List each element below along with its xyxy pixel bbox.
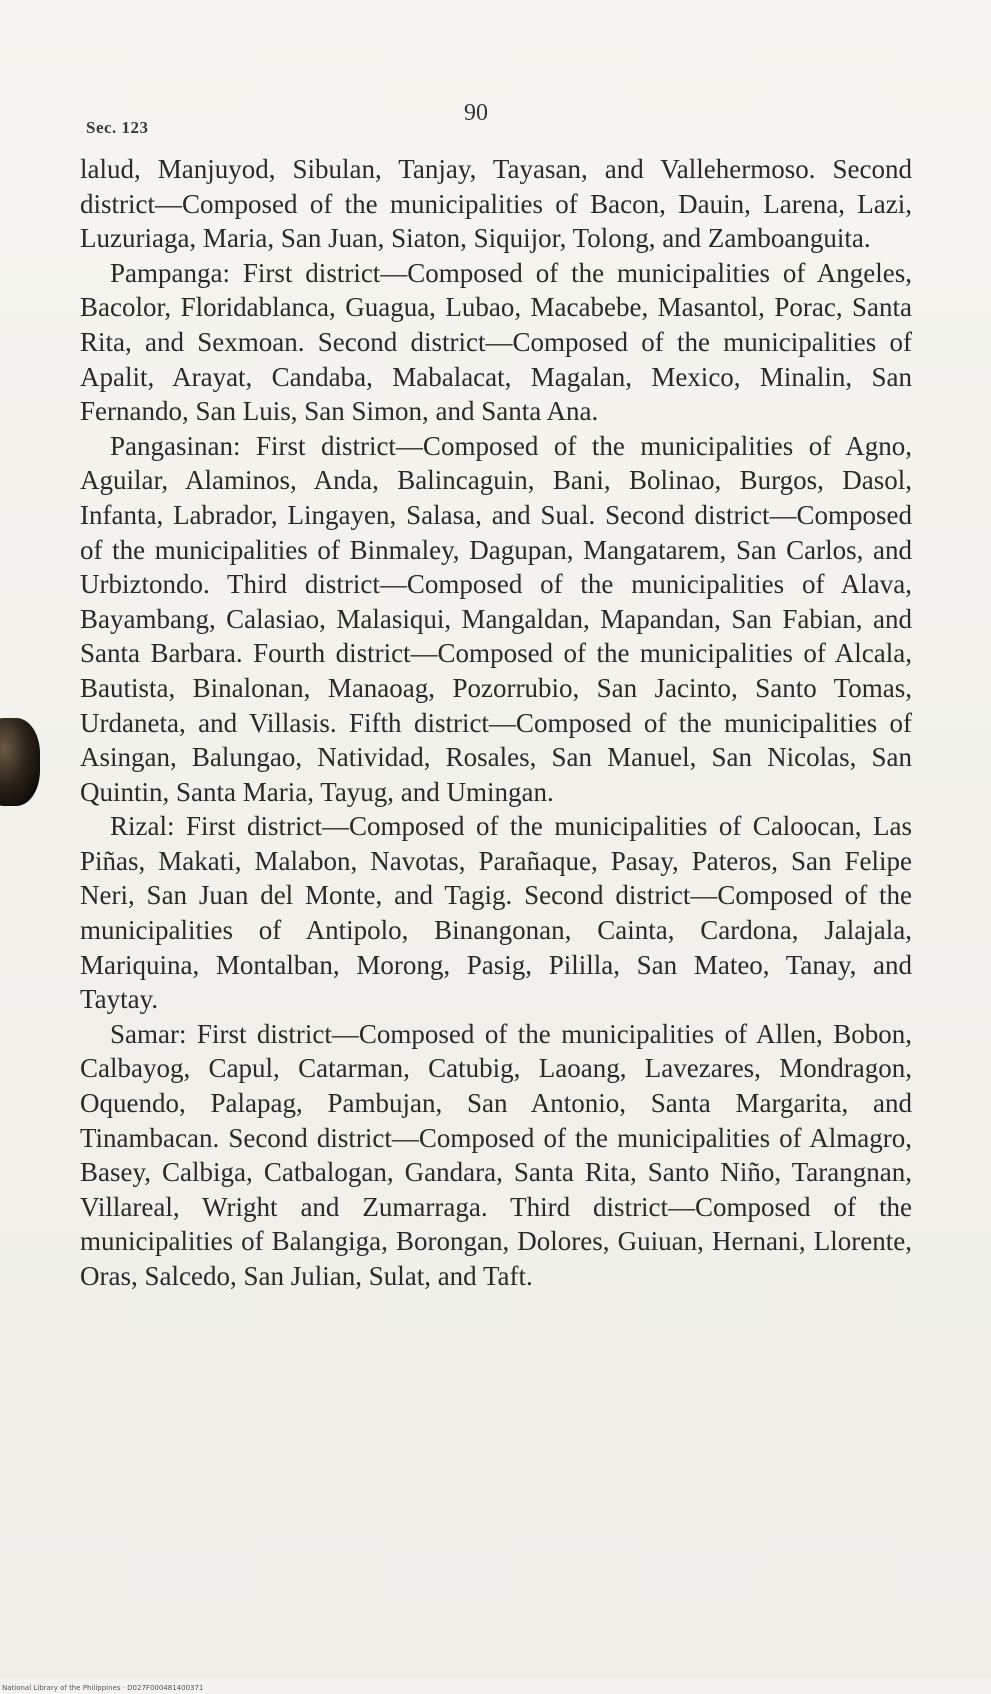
province-name: Rizal [110,811,167,842]
paragraph-text: : First district—Composed of the municipalities of Agno, Aguilar, Alaminos, Anda, Balincaguin, Bani, Bolinao, Burgos, Dasol, Infanta, Labrador, Lingayen, Salasa, and Sual. Second district—Composed of the municipalities of Binmaley, Dagupan, Mangatarem, San Carlos, and Urbiztondo. Third district—Composed of the municipalities of Alava, Bayambang, Calasiao, Malasiqui, Mangaldan, Mapandan, San Fabian, and Santa Barbara. Fourth district—Composed of the municipalities of Alcala, Bautista, Binalonan, Manaoag, Pozorrubio, San Jacinto, Santo Tomas, Urdaneta, and Villasis. Fifth district—Composed of the municipalities of Asingan, Balungao, Natividad, Rosales, San Manuel, San Nicolas, San Quintin, Santa Maria, Tayug, and Umingan. [80,430,912,807]
paragraph-text: : First district—Composed of the municipalities of Allen, Bobon, Calbayog, Capul, Catarman, Catubig, Laoang, Lavezares, Mondragon, Oquendo, Palapag, Pambujan, San Antonio, Santa Margarita, and Tinambacan. Second district—Composed of the municipalities of Almagro, Basey, Calbiga, Catbalogan, Gandara, Santa Rita, Santo Niño, Tarangnan, Villareal, Wright and Zumarraga. Third district—Composed of the municipalities of Balangiga, Borongan, Dolores, Guiuan, Hernani, Llorente, Oras, Salcedo, San Julian, Sulat, and Taft. [80,1018,912,1291]
thumb-shadow [0,718,40,806]
paragraph-samar [80,1017,912,1294]
paragraph-text: lalud, Manjuyod, Sibulan, Tanjay, Tayasan, and Vallehermoso. Second district—Composed of the municipalities of Bacon, Dauin, Larena, Lazi, Luzuriaga, Maria, San Juan, Siaton, Siquijor, Tolong, and Zamboanguita. [80,154,912,254]
paragraph-pampanga [80,256,912,429]
province-name: Pangasinan [110,430,233,461]
body-text [80,152,912,1294]
page-number: 90 [464,100,488,126]
province-name: Samar [110,1018,179,1049]
footer-credit: National Library of the Philippines · D027F000481400371 [2,1684,204,1692]
province-name: Pampanga [110,257,223,288]
paragraph-text: : First district—Composed of the municipalities of Angeles, Bacolor, Floridablanca, Guagua, Lubao, Macabebe, Masantol, Porac, Santa Rita, and Sexmoan. Second district—Composed of the municipalities of Apalit, Arayat, Candaba, Mabalacat, Magalan, Mexico, Minalin, San Fernando, San Luis, San Simon, and Santa Ana. [80,257,912,427]
footer-strip [0,1678,991,1694]
paragraph-continuation [80,152,912,256]
paragraph-rizal [80,809,912,1017]
paragraph-text: : First district—Composed of the municipalities of Caloocan, Las Piñas, Makati, Malabon, Navotas, Parañaque, Pasay, Pateros, San Felipe Neri, San Juan del Monte, and Tagig. Second district—Composed of the municipalities of Antipolo, Binangonan, Cainta, Cardona, Jalajala, Mariquina, Montalban, Morong, Pasig, Pililla, San Mateo, Tanay, and Taytay. [80,811,912,1015]
paragraph-pangasinan [80,429,912,810]
section-label: Sec. 123 [86,118,149,137]
